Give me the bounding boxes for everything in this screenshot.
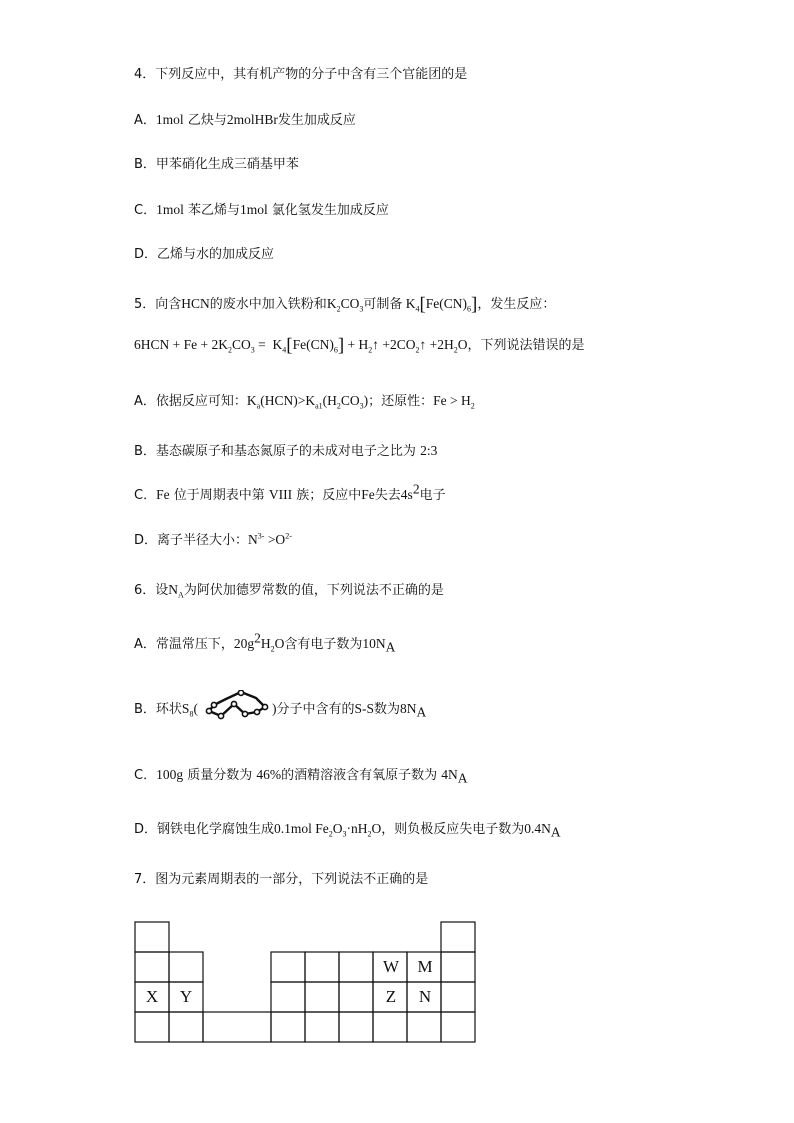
q6-stem: 6．设$N_A$为阿伏加德罗常数的值，下列说法不正确的是 bbox=[134, 582, 444, 600]
q6-option-b: B．环状$S_8$( )分子中含有的S-S数为$8N_A$ bbox=[134, 701, 427, 720]
element-n: N bbox=[418, 987, 432, 1006]
q5-option-a: A．依据反应可知：$K_a(HCN)>K_{a1}(H_2CO_3)$；还原性：$Fe > H_2$ bbox=[134, 393, 475, 411]
element-w: W bbox=[382, 957, 400, 976]
element-m: M bbox=[417, 957, 433, 976]
q6-option-c: C．100g 质量分数为 46%的酒精溶液含有氧原子数为 $4N_A$ bbox=[134, 767, 468, 786]
q6-option-d: D．钢铁电化学腐蚀生成0.1mol $Fe_2O_3\cdot nH_2O$，则负极反应失电子数为$0.4N_A$ bbox=[134, 821, 561, 840]
s8-crown-ring-diagram bbox=[201, 690, 275, 720]
q5-option-b: B．基态碳原子和基态氮原子的未成对电子之比为 2:3 bbox=[134, 443, 438, 459]
q4-option-c: C．1mol 苯乙烯与1mol 氯化氢发生加成反应 bbox=[134, 202, 389, 218]
q5-option-d: D．离子半径大小：$N^{3-} >O^{2-}$ bbox=[134, 531, 292, 548]
q5-stem: 5．向含HCN的废水中加入铁粉和$K_2CO_3$可制备 $K_4[Fe(CN)_6]$，发生反应： bbox=[134, 294, 556, 315]
q4-stem: 4．下列反应中，其有机产物的分子中含有三个官能团的是 bbox=[134, 67, 468, 82]
q4-option-b: B．甲苯硝化生成三硝基甲苯 bbox=[134, 157, 299, 172]
element-x: X bbox=[145, 987, 159, 1006]
q4-option-d: D．乙烯与水的加成反应 bbox=[134, 247, 275, 262]
q5-option-c: C．Fe 位于周期表中第 VIII 族；反应中Fe失去$4s^2$电子 bbox=[134, 481, 446, 503]
element-y: Y bbox=[179, 987, 193, 1006]
q6-option-a: A．常温常压下，$20g^2H_2O$含有电子数为$10N_A$ bbox=[134, 630, 396, 655]
element-z: Z bbox=[385, 987, 397, 1006]
q4-option-a: A．1mol 乙炔与2molHBr发生加成反应 bbox=[134, 112, 356, 128]
q7-stem: 7．图为元素周期表的一部分，下列说法不正确的是 bbox=[134, 872, 429, 887]
q5-equation: $6HCN + Fe + 2K_2CO_3 = K_4[Fe(CN)_6]$ + $H_2↑$ $+2CO_2↑ +2H_2O$，下列说法错误的是 bbox=[134, 335, 585, 356]
